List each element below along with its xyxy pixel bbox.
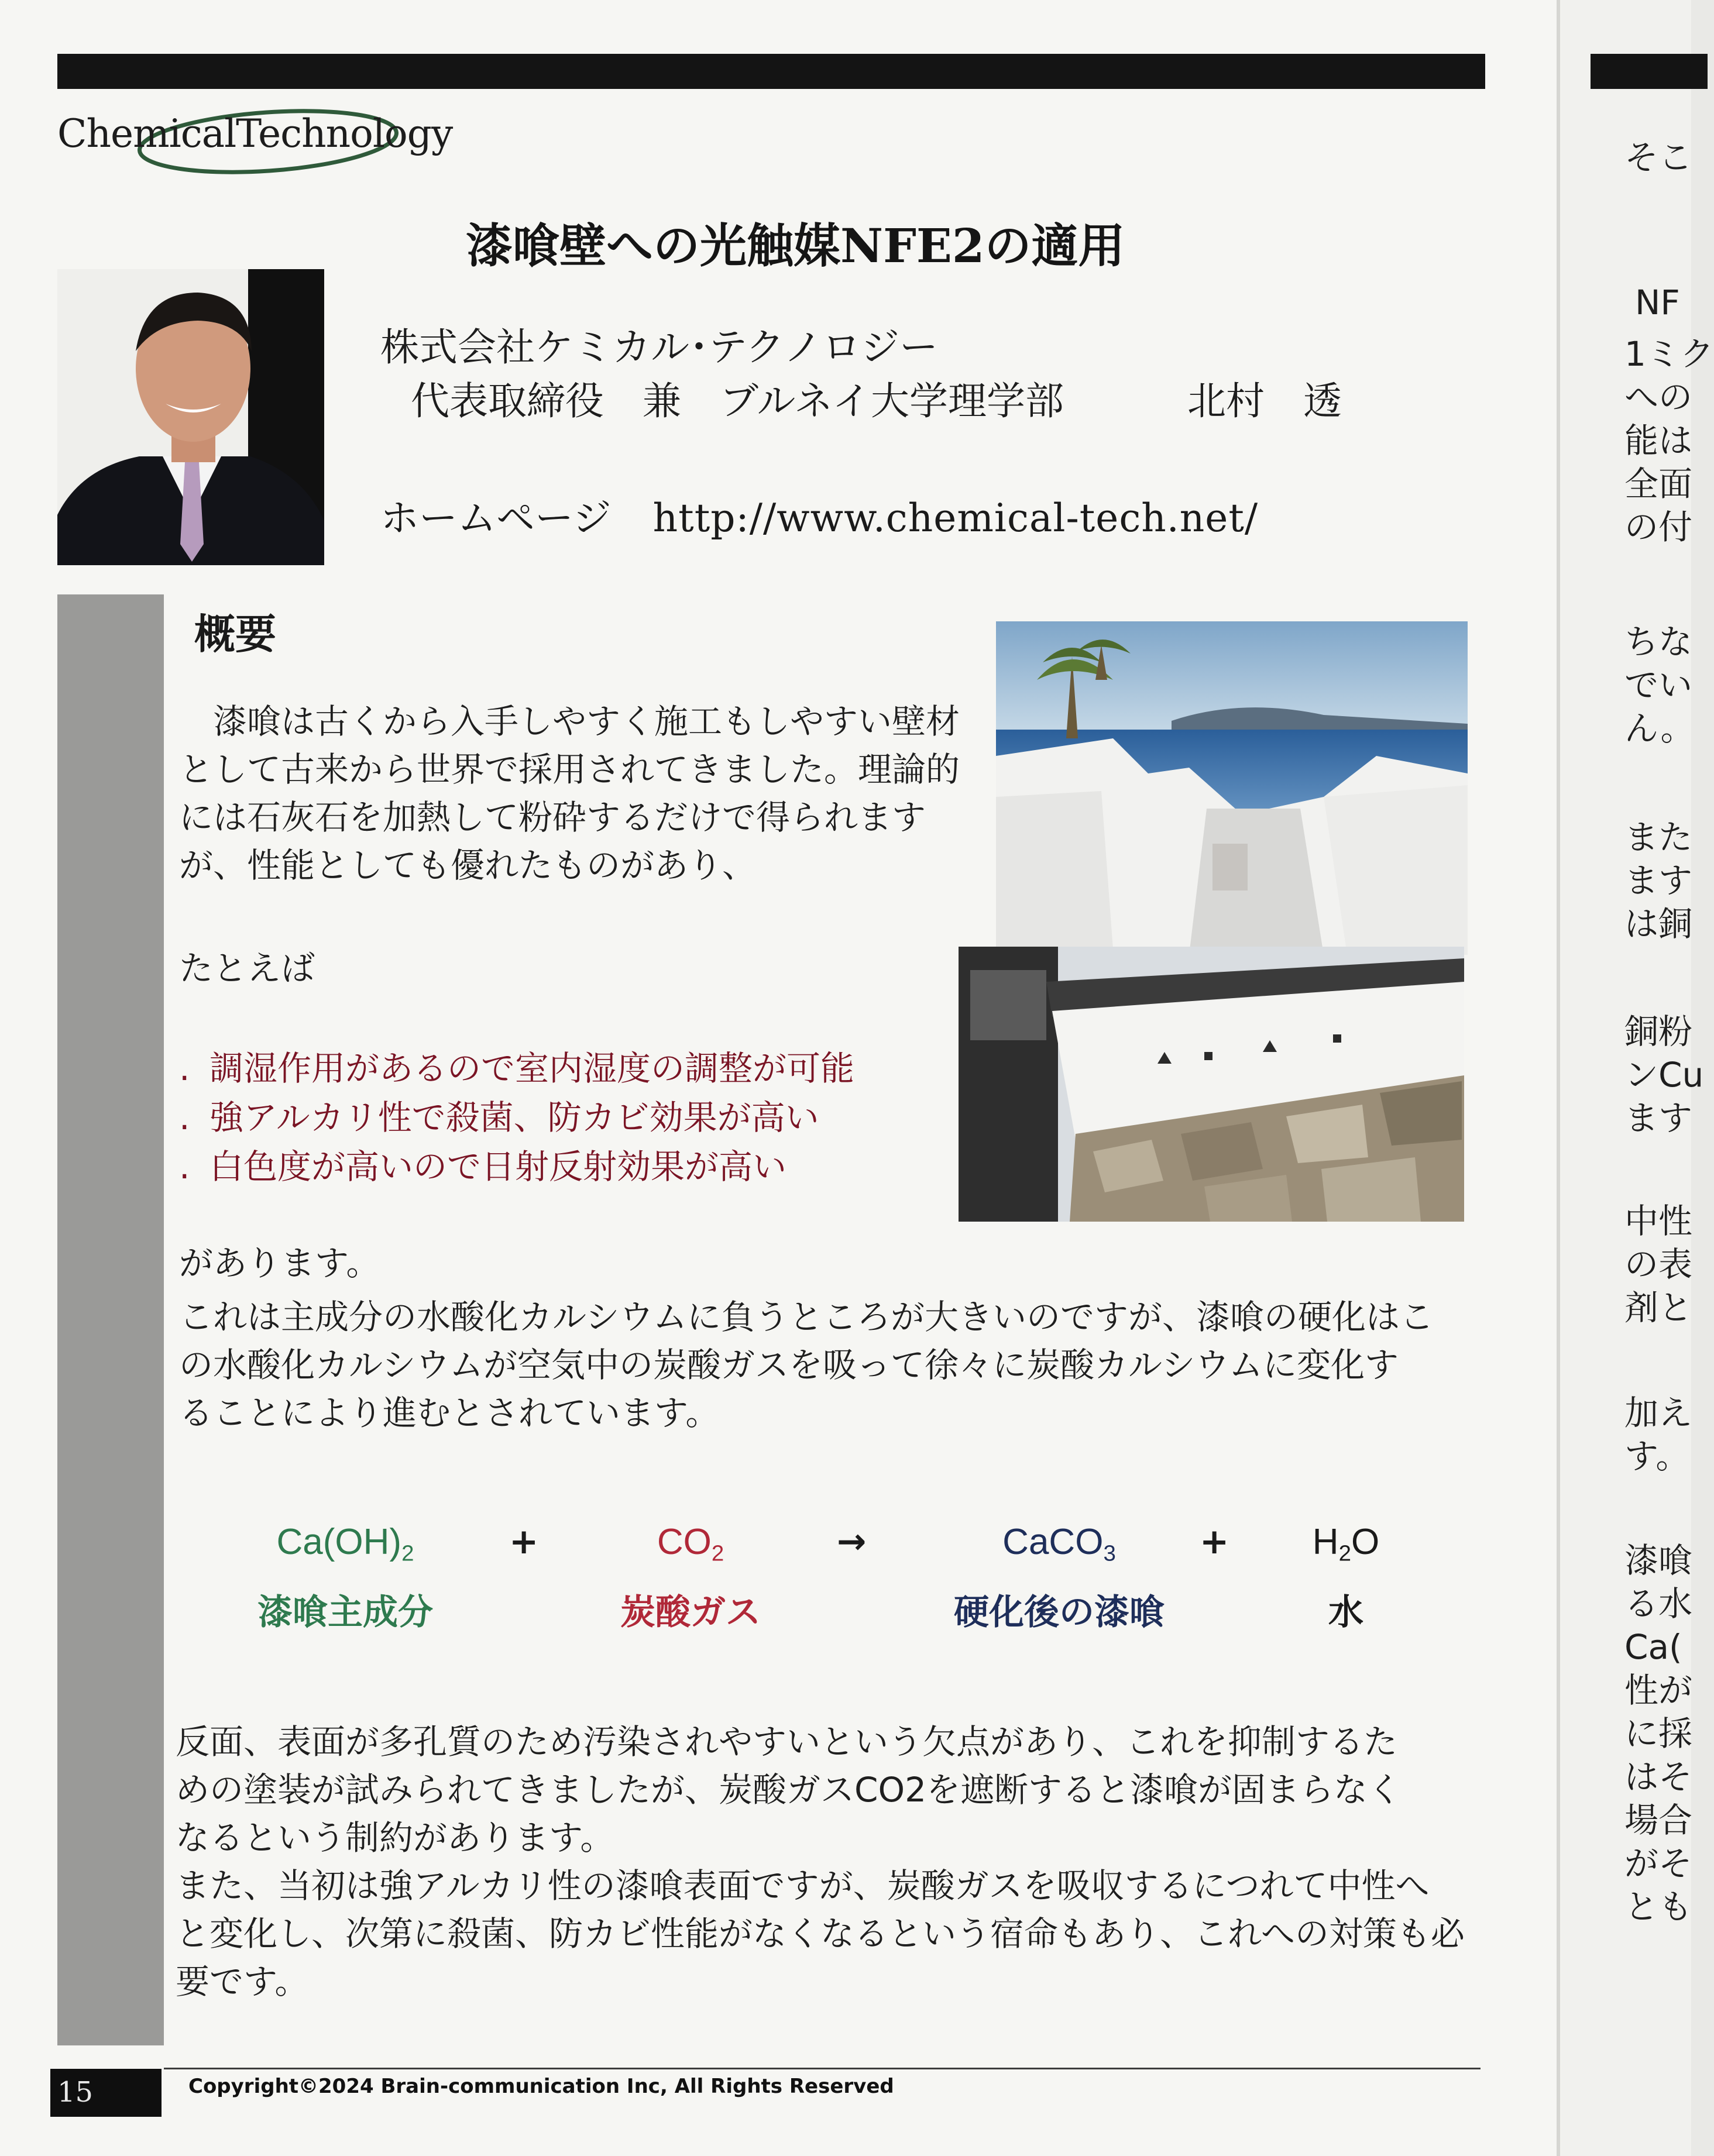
author-info — [380, 321, 1342, 429]
bullet-marker: . — [179, 1048, 190, 1088]
bullet-marker: . — [179, 1147, 190, 1187]
benefit-list — [179, 1044, 854, 1191]
paragraph-line: の水酸化カルシウムが空気中の炭酸ガスを吸って徐々に炭酸カルシウムに変化す — [179, 1345, 1399, 1385]
next-page-fragment: でい — [1624, 665, 1693, 705]
next-page-fragment: 漆喰 — [1624, 1541, 1693, 1580]
paragraph-line: なるという制約があります。 — [176, 1818, 614, 1858]
benefit-text: 強アルカリ性で殺菌、防カビ効果が高い — [209, 1098, 819, 1137]
plus-sign: + — [1200, 1521, 1229, 1562]
equation-term-calcium-hydroxide — [234, 1521, 456, 1635]
next-page-fragment: Ca( — [1624, 1627, 1682, 1667]
equation-formula: $Ca(OH)_2$ — [276, 1522, 414, 1566]
homepage-line — [380, 487, 1258, 542]
next-page-fragment: る水 — [1624, 1584, 1693, 1624]
author-portrait — [57, 269, 324, 565]
photo-japanese-wall — [959, 947, 1464, 1222]
author-role-line — [380, 374, 1342, 428]
next-page-fragment: 能は — [1624, 421, 1693, 460]
copyright-notice: Copyright©2024 Brain-communication Inc, All Rights Reserved — [188, 2075, 894, 2098]
next-page-fragment: ん。 — [1624, 709, 1695, 748]
page-number: 15 — [57, 2076, 94, 2109]
next-page-edge — [1557, 0, 1714, 2156]
equation-term-co2 — [585, 1521, 796, 1635]
intro-line: として古来から世界で採用されてきました。理論的 — [179, 749, 960, 789]
next-page-fragment: ちな — [1624, 622, 1693, 662]
photo-santorini — [996, 621, 1468, 955]
benefit-text: 白色度が高いので日射反射効果が高い — [209, 1147, 787, 1187]
next-page-fragment: NF — [1635, 283, 1680, 322]
article-title: 漆喰壁への光触媒NFE2の適用 — [466, 218, 1125, 273]
bullet-marker: . — [179, 1098, 190, 1137]
next-page-fragment: に採 — [1624, 1714, 1693, 1753]
chemical-technology-logo — [57, 105, 455, 176]
next-page-fragment: 剤と — [1624, 1288, 1693, 1328]
paragraph-line: と変化し、次第に殺菌、防カビ性能がなくなるという宿命もあり、これへの対策も必 — [176, 1914, 1465, 1954]
next-page-fragment: 性が — [1624, 1670, 1693, 1710]
paragraph-line: これは主成分の水酸化カルシウムに負うところが大きいのですが、漆喰の硬化はこ — [179, 1297, 1434, 1337]
next-page-fragment: ます — [1624, 861, 1693, 900]
equation-formula: $CO_2$ — [657, 1522, 724, 1566]
logo-text: ChemicalTechnology — [57, 111, 453, 156]
next-page-fragment: 場合 — [1624, 1800, 1693, 1840]
equation-label: 漆喰主成分 — [257, 1591, 433, 1633]
benefit-text: 調湿作用があるので室内湿度の調整が可能 — [209, 1048, 855, 1088]
next-page-fragment: の表 — [1624, 1244, 1693, 1284]
next-page-fragment: とも — [1624, 1887, 1693, 1927]
author-name: 北村 透 — [1187, 379, 1342, 424]
next-page-fragment: 中性 — [1624, 1201, 1693, 1241]
equation-label: 炭酸ガス — [620, 1591, 761, 1633]
for-example-text: たとえば — [179, 948, 315, 988]
section-heading-summary: 概要 — [194, 610, 276, 658]
paragraph-line: また、当初は強アルカリ性の漆喰表面ですが、炭酸ガスを吸収するにつれて中性へ — [176, 1866, 1430, 1906]
benefit-item — [179, 1093, 854, 1142]
aru-text: があります。 — [179, 1243, 380, 1283]
intro-paragraph — [179, 697, 987, 889]
next-page-fragment: ンCu — [1624, 1055, 1704, 1095]
paragraph-line: 要です。 — [176, 1962, 309, 2002]
next-page-fragment: 銅粉 — [1624, 1012, 1693, 1051]
next-page-fragment: 1ミク — [1624, 334, 1714, 374]
equation-formula: CaCO$_3$ — [1002, 1522, 1116, 1566]
equation-formula: $H_2O$ — [1312, 1522, 1380, 1566]
next-page-fragment: は銅 — [1624, 904, 1693, 944]
author-role: 代表取締役 兼 ブルネイ大学理学部 — [411, 379, 1064, 424]
next-page-header-bar — [1591, 54, 1708, 89]
intro-line: には石灰石を加熱して粉砕するだけで得られます — [179, 797, 926, 837]
header-bar — [57, 54, 1485, 89]
next-page-fragment: はそ — [1624, 1757, 1693, 1797]
company-name: 株式会社ケミカル･テクノロジー — [380, 325, 939, 370]
plus-sign: + — [509, 1521, 539, 1562]
homepage-link[interactable]: http://www.chemical-tech.net/ — [652, 496, 1259, 541]
next-page-fragment: への — [1624, 377, 1693, 417]
next-page-fragment: がそ — [1624, 1844, 1693, 1883]
equation-label: 硬化後の漆喰 — [954, 1591, 1165, 1633]
side-strip — [57, 594, 164, 2045]
next-page-fragment: そこ — [1624, 137, 1693, 177]
drawback-paragraph — [176, 1718, 1498, 2006]
next-page-fragment: の付 — [1624, 507, 1693, 547]
reaction-arrow-icon: → — [837, 1521, 867, 1562]
next-page-fragment: す。 — [1624, 1436, 1690, 1476]
footer-divider — [164, 2068, 1481, 2069]
intro-line: が、性能としても優れたものがあり、 — [179, 845, 757, 885]
hardening-equation — [234, 1521, 1463, 1650]
benefit-item — [179, 1142, 854, 1191]
next-page-fragment: 全面 — [1624, 464, 1693, 504]
next-page-fragment: 加え — [1624, 1393, 1693, 1433]
paragraph-line: 反面、表面が多孔質のため汚染されやすいという欠点があり、これを抑制するた — [176, 1722, 1398, 1762]
homepage-label: ホームページ — [380, 496, 612, 541]
benefit-item — [179, 1044, 854, 1093]
intro-line: 漆喰は古くから入手しやすく施工もしやすい壁材 — [179, 702, 960, 741]
hardening-paragraph — [179, 1293, 1502, 1437]
paragraph-line: ることにより進むとされています。 — [179, 1393, 720, 1433]
equation-label: 水 — [1328, 1591, 1363, 1633]
next-page-fragment: ます — [1624, 1098, 1693, 1138]
equation-term-calcium-carbonate — [930, 1521, 1188, 1635]
paragraph-line: めの塗装が試みられてきましたが、炭酸ガスCO2を遮断すると漆喰が固まらなく — [176, 1770, 1402, 1810]
next-page-fragment: また — [1624, 817, 1693, 857]
equation-term-water — [1287, 1521, 1404, 1635]
